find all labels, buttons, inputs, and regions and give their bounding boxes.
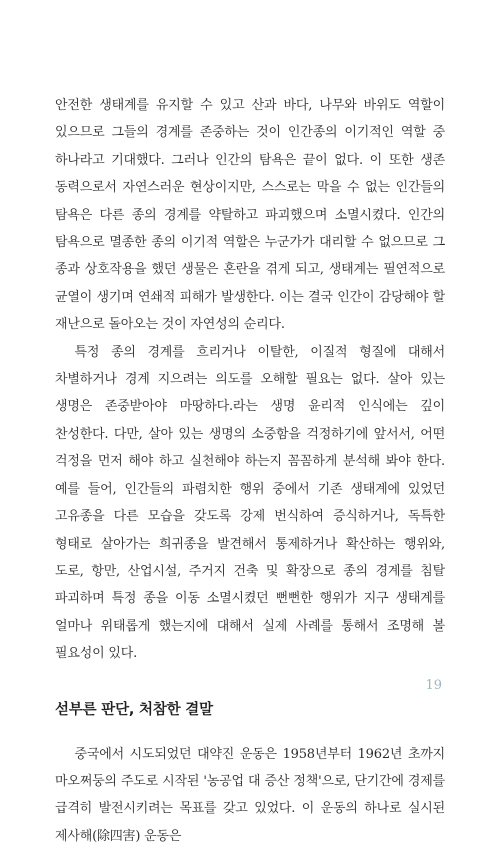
- page-body: [55, 92, 445, 850]
- page-number: 19: [425, 678, 442, 693]
- body-paragraph-1: 안전한 생태계를 유지할 수 있고 산과 바다, 나무와 바위도 역할이 있으므로 그들의 경계를 존중하는 것이 인간종의 이기적인 역할 중 하나라고 기대했다. 그러나 인간의 탐욕은 끝이 없다. 이 또한 생존 동력으로서 자연스러운 현상이지만, 스스로는 막을 수 없는 인간들의 탐욕은 다른 종의 경계를 약탈하고 파괴했으며 소멸시켰다. 인간의 탐욕으로 멸종한 종의 이기적 역할은 누군가가 대리할 수 없으므로 그 종과 상호작용을 했던 생물은 혼란을 겪게 되고, 생태계는 필연적으로 균열이 생기며 연쇄적 피해가 발생한다. 이는 결국 인간이 감당해야 할 재난으로 돌아오는 것이 자연성의 순리다.: [55, 98, 445, 333]
- body-paragraph-3: 중국에서 시도되었던 대약진 운동은 1958년부터 1962년 초까지 마오쩌둥의 주도로 시작된 '농공업 대 증산 정책'으로, 단기간에 경제를 급격히 발전시키려는 목표를 갖고 있었다. 이 운동의 하나로 실시된 제사해(除四害) 운동은: [55, 746, 445, 844]
- body-paragraph-2: 특정 종의 경계를 흐리거나 이탈한, 이질적 형질에 대해서 차별하거나 경계 지으려는 의도를 오해할 필요는 없다. 살아 있는 생명은 존중받아야 마땅하다.라는 생명 윤리적 인식에는 깊이 찬성한다. 다만, 살아 있는 생명의 소중함을 걱정하기에 앞서서, 어떤 걱정을 먼저 해야 하고 실천해야 하는지 꼼꼼하게 분석해 봐야 한다. 예를 들어, 인간들의 파렴치한 행위 중에서 기존 생태계에 있었던 고유종을 다른 모습을 갖도록 강제 번식하여 증식하거나, 독특한 형태로 살아가는 희귀종을 발견해서 통제하거나 확산하는 행위와, 도로, 항만, 산업시설, 주거지 건축 및 확장으로 종의 경계를 침탈 파괴하며 특정 종을 이동 소멸시켰던 뻔뻔한 행위가 지구 생태계를 얼마나 위태롭게 했는지에 대해서 실제 사례를 통해서 조명해 볼 필요성이 있다.: [55, 344, 445, 662]
- section-heading: 섣부른 판단, 처참한 결말: [55, 701, 213, 718]
